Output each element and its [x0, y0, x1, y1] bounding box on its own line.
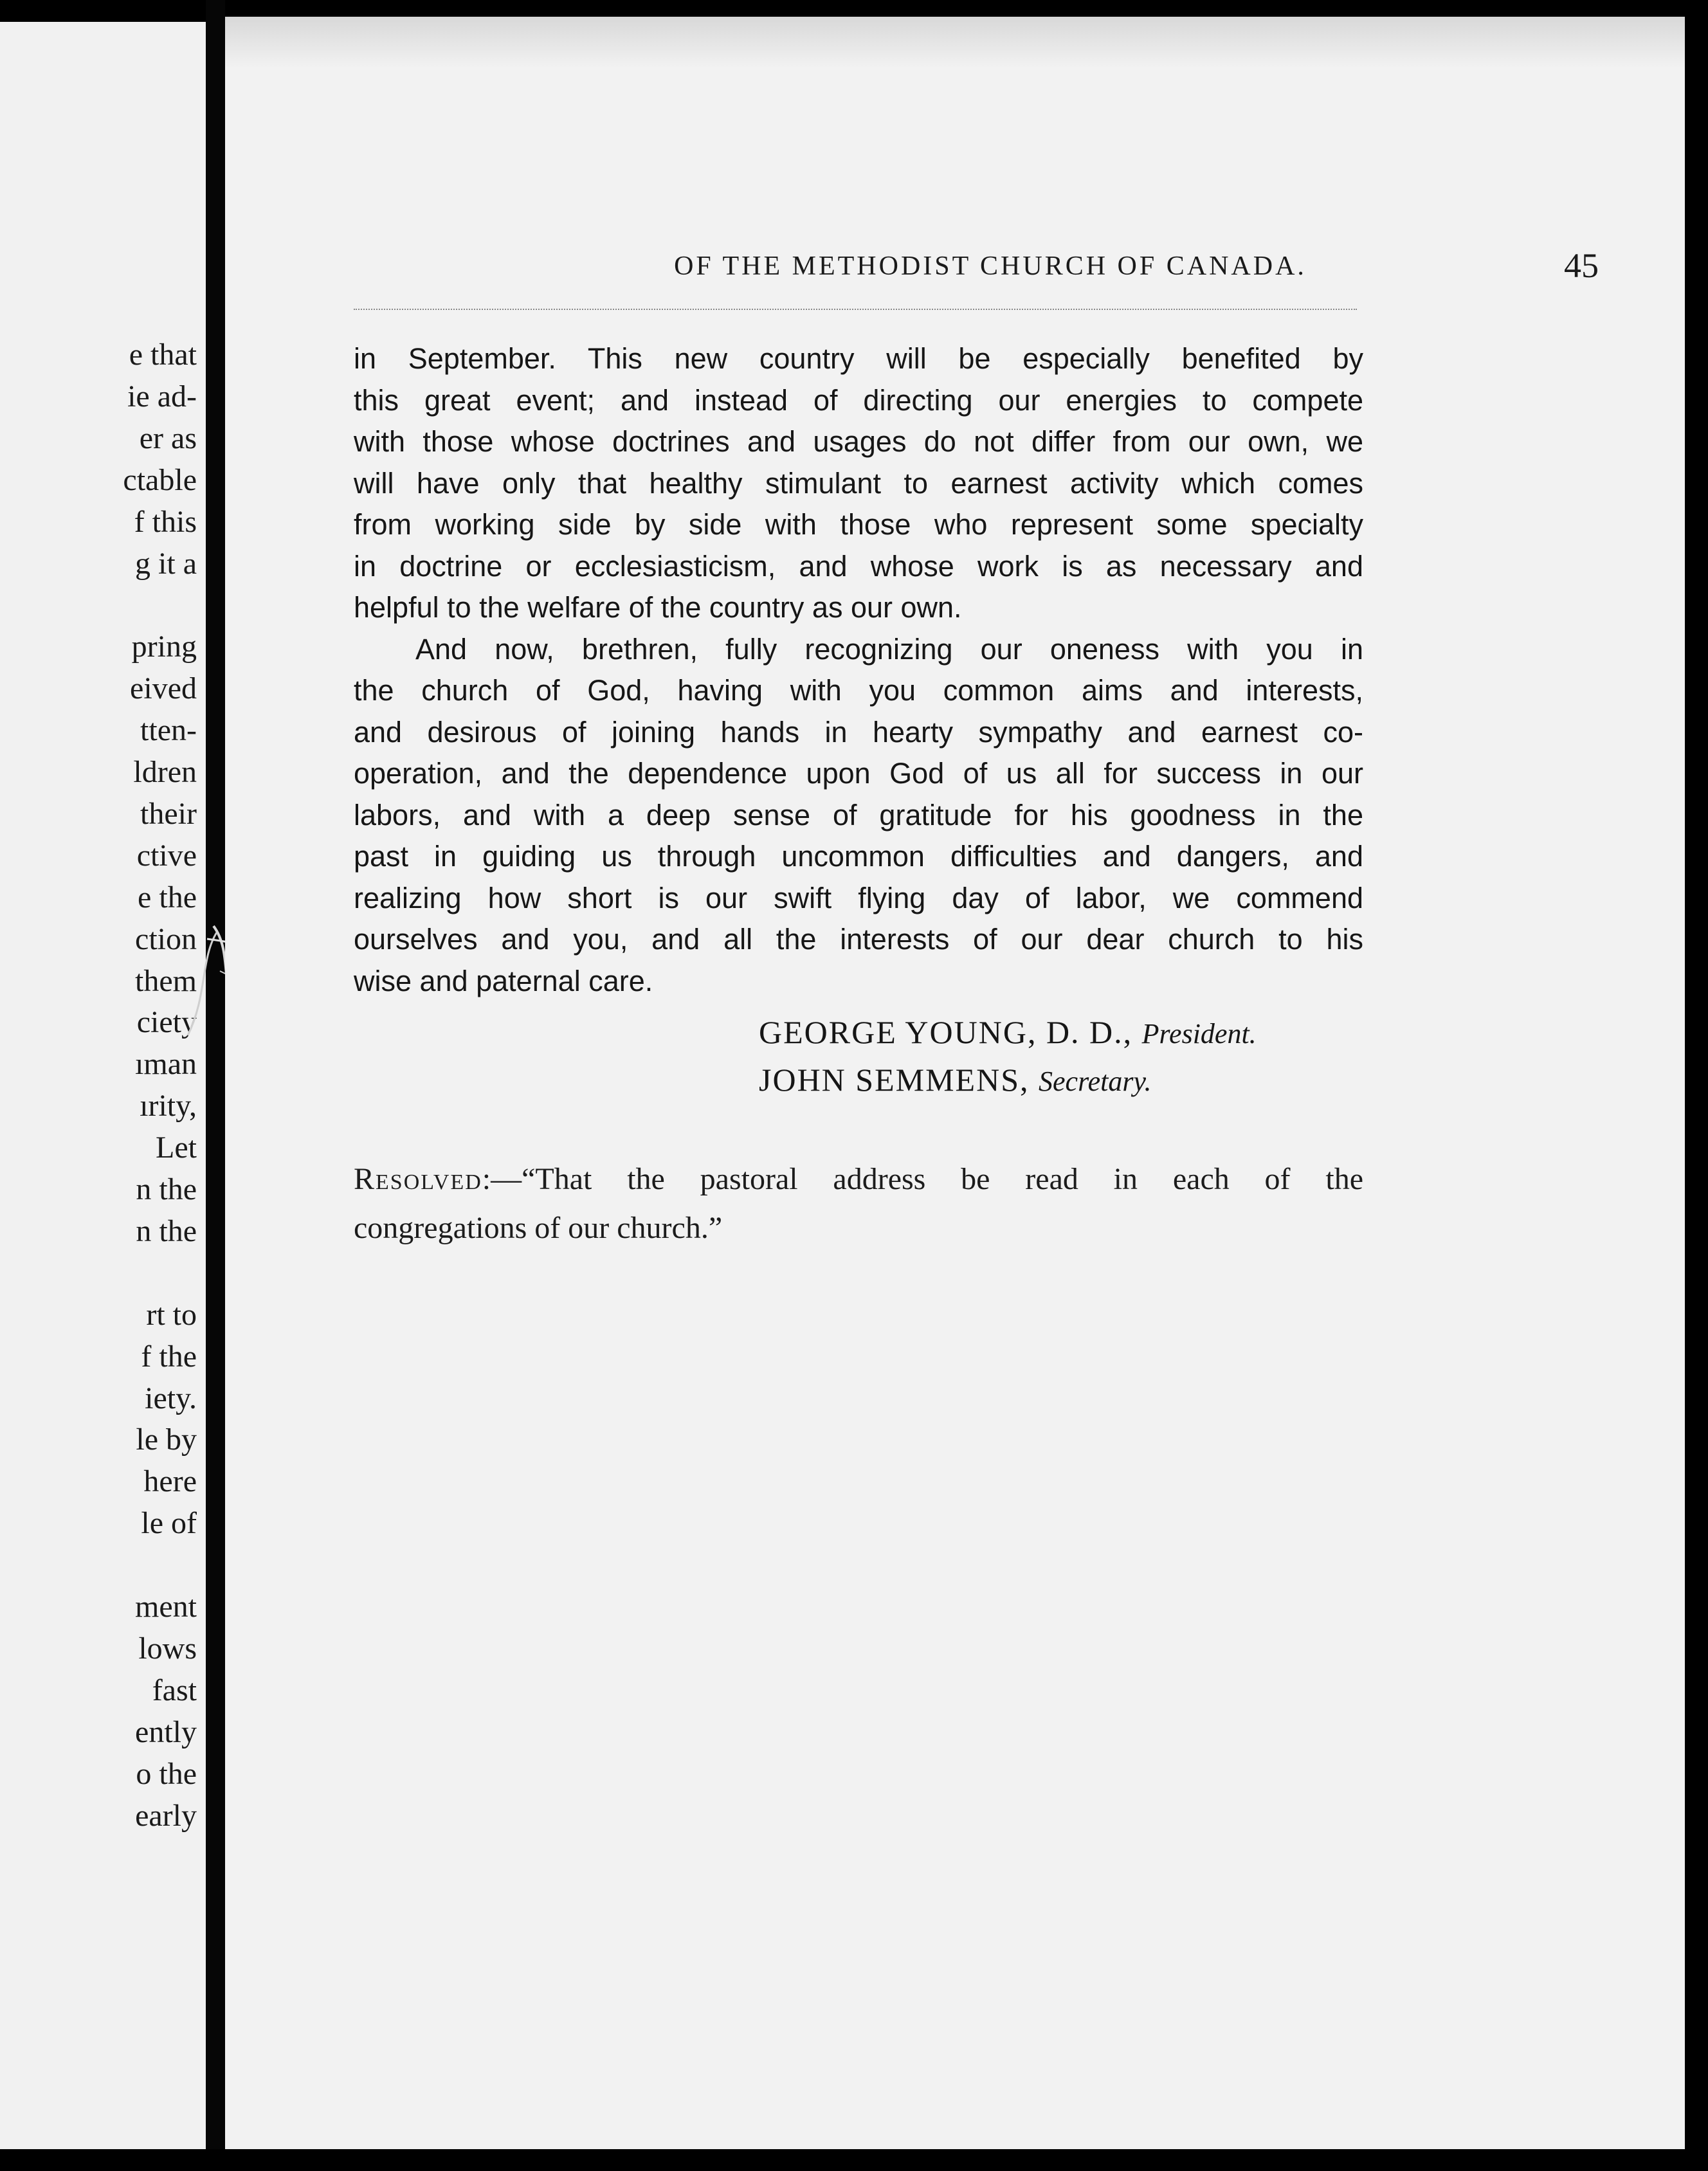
text-line: and desirous of joining hands in hearty sympathy and earnest co- — [354, 715, 1363, 749]
text-line: past in guiding us through uncommon difficulties and dangers, and — [354, 840, 1363, 873]
text-line: this great event; and instead of directing our energies to compete — [354, 383, 1363, 417]
left-page-line: f this — [134, 504, 197, 539]
left-page-line: o the — [136, 1756, 197, 1791]
body-text — [354, 338, 1363, 1002]
left-page-line: f the — [141, 1339, 197, 1374]
left-page-line: ctable — [123, 462, 197, 497]
left-page-line: ctive — [136, 838, 197, 873]
header-rule — [354, 309, 1357, 310]
left-page-line: iety. — [145, 1381, 197, 1415]
left-page-line: ction — [135, 922, 197, 956]
left-page-line: ently — [135, 1714, 197, 1749]
running-title: OF THE METHODIST CHURCH OF CANADA. — [674, 251, 1307, 281]
paragraph-1 — [354, 338, 1363, 629]
text-line: realizing how short is our swift flying day of labor, we commend — [354, 881, 1363, 914]
signature-president — [759, 1013, 1257, 1051]
signatory-title: President. — [1141, 1018, 1257, 1049]
running-header — [502, 239, 1608, 297]
text-line: from working side by side with those who represent some specialty — [354, 508, 1363, 541]
left-page-line: them — [135, 963, 197, 998]
text-line: operation, and the dependence upon God of us all for success in our — [354, 757, 1363, 790]
left-page-line: here — [143, 1464, 197, 1499]
left-page-line: fast — [152, 1673, 197, 1707]
signatory-name: JOHN SEMMENS, — [759, 1062, 1030, 1098]
text-line: will have only that healthy stimulant to earnest activity which comes — [354, 466, 1363, 500]
resolution — [354, 1155, 1363, 1253]
left-page-line: ıman — [135, 1047, 197, 1082]
left-page-line: er as — [139, 421, 197, 455]
left-page-line: pring — [131, 630, 197, 664]
page-number: 45 — [1564, 246, 1599, 285]
text-line: in doctrine or ecclesiasticism, and whose work is as necessary and — [354, 549, 1363, 583]
left-page-fragment — [0, 22, 207, 2150]
left-page-line: early — [135, 1798, 197, 1833]
text-line: labors, and with a deep sense of gratitude for his goodness in the — [354, 798, 1363, 831]
left-page-line: e that — [129, 338, 197, 372]
text-line: in September. This new country will be especially benefited by — [354, 342, 1363, 375]
book-spine — [206, 0, 225, 2171]
left-page-line: e the — [138, 880, 197, 914]
right-page — [225, 17, 1685, 2149]
paragraph-2 — [354, 629, 1363, 1003]
page-edge-shadow — [1685, 13, 1708, 2154]
text-line: with those whose doctrines and usages do not differ from our own, we — [354, 425, 1363, 458]
left-page-line: tten- — [140, 713, 197, 748]
resolution-label: Resolved — [354, 1162, 482, 1196]
signatory-title: Secretary. — [1039, 1066, 1152, 1097]
page-top-shadow — [225, 17, 1685, 68]
signature-secretary — [759, 1061, 1152, 1098]
text-line: the church of God, having with you common aims and interests, — [354, 674, 1363, 707]
resolution-line — [354, 1155, 1363, 1204]
left-page-line: rt to — [146, 1297, 197, 1332]
text-line: And now, brethren, fully recognizing our oneness with you in — [415, 632, 1363, 666]
left-page-line: n the — [136, 1172, 197, 1206]
left-page-line: n the — [136, 1213, 197, 1248]
text-line: ourselves and you, and all the interests of our dear church to his — [354, 923, 1363, 956]
resolution-text: :—“That the pastoral address be read in each of the — [482, 1162, 1363, 1196]
left-page-line: ment — [135, 1590, 197, 1624]
left-page-line: Let — [156, 1131, 197, 1165]
left-page-line: ldren — [133, 755, 197, 789]
text-line: helpful to the welfare of the country as our own. — [354, 591, 962, 624]
left-page-line: ie ad- — [127, 379, 197, 413]
text-line: wise and paternal care. — [354, 964, 653, 997]
left-page-line: their — [140, 796, 197, 831]
signatory-name: GEORGE YOUNG, D. D., — [759, 1014, 1133, 1050]
left-page-line: g it a — [135, 546, 197, 581]
resolution-line: congregations of our church.” — [354, 1211, 723, 1245]
left-page-line: ciety — [136, 1005, 197, 1040]
left-page-line: lows — [138, 1631, 197, 1666]
left-page-line: eived — [130, 671, 197, 706]
left-page-line: ırity, — [140, 1089, 197, 1123]
left-page-line: le by — [136, 1422, 197, 1457]
left-page-line: le of — [141, 1506, 197, 1541]
scan-bottom-border — [0, 2149, 1708, 2171]
